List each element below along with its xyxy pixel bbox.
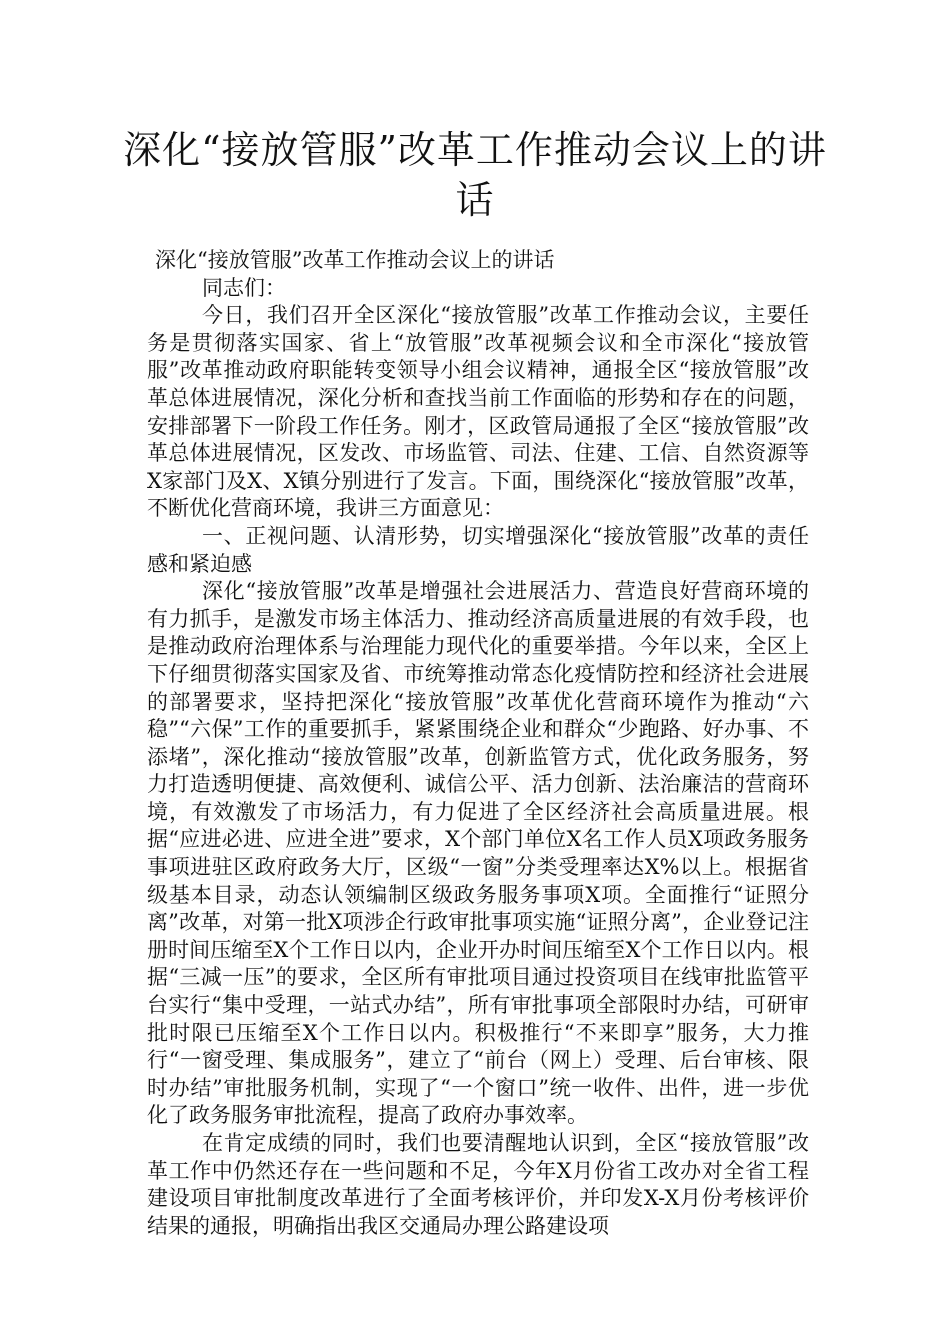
document-subtitle: 深化“接放管服”改革工作推动会议上的讲话 <box>155 248 555 272</box>
paragraph-achievements: 深化“接放管服”改革是增强社会进展活力、营造良好营商环境的有力抓手，是激发市场主体活力、推动经济高质量进展的有效手段，也是推动政府治理体系与治理能力现代化的重要举措。今年以来，全区上下仔细贯彻落实国家及省、市统筹推动常态化疫情防控和经济社会进展的部署要求，坚持把深化“接放管服”改革优化营商环境作为推动“六稳”“六保”工作的重要抓手，紧紧围绕企业和群众“少跑路、好办事、不添堵”，深化推动“接放管服”改革，创新监管方式，优化政务服务，努力打造透明便捷、高效便利、诚信公平、活力创新、法治廉洁的营商环境，有效激发了市场活力，有力促进了全区经济社会高质量进展。根据“应进必进、应进全进”要求，X个部门单位X名工作人员X项政务服务事项进驻区政府政务大厅，区级“一窗”分类受理率达X%以上。根据省级基本目录，动态认领编制区级政务服务事项X项。全面推行“证照分离”改革，对第一批X项涉企行政审批事项实施“证照分离”，企业登记注册时间压缩至X个工作日以内，企业开办时间压缩至X个工作日以内。根据“三减一压”的要求，全区所有审批项目通过投资项目在线审批监管平台实行“集中受理，一站式办结”，所有审批事项全部限时办结，可研审批时限已压缩至X个工作日以内。积极推行“不来即享”服务，大力推行“一窗受理、集成服务”，建立了“前台（网上）受理、后台审核、限时办结”审批服务机制，实现了“一个窗口”统一收件、出件，进一步优化了政务服务审批流程，提高了政府办事效率。 <box>147 579 809 1128</box>
section-heading-1: 一、正视问题、认清形势，切实增强深化“接放管服”改革的责任感和紧迫感 <box>147 523 809 576</box>
paragraph-problems: 在肯定成绩的同时，我们也要清醒地认识到，全区“接放管服”改革工作中仍然还存在一些问题和不足，今年X月份省工改办对全省工程建设项目审批制度改革进行了全面考核评价，并印发X-X月份考核评价结果的通报，明确指出我区交通局办理公路建设项 <box>147 1131 809 1238</box>
paragraph-intro: 今日，我们召开全区深化“接放管服”改革工作推动会议，主要任务是贯彻落实国家、省上“放管服”改革视频会议和全市深化“接放管服”改革推动政府职能转变领导小组会议精神，通报全区“接放管服”改革总体进展情况，深化分析和查找当前工作面临的形势和存在的问题，安排部署下一阶段工作任务。刚才，区政管局通报了全区“接放管服”改革总体进展情况，区发改、市场监管、司法、住建、工信、自然资源等X家部门及X、X镇分别进行了发言。下面，围绕深化“接放管服”改革，不断优化营商环境，我讲三方面意见： <box>147 303 809 521</box>
document-body <box>147 247 809 1240</box>
greeting: 同志们： <box>202 275 286 300</box>
document-title: 深化“接放管服”改革工作推动会议上的讲话 <box>123 128 827 222</box>
